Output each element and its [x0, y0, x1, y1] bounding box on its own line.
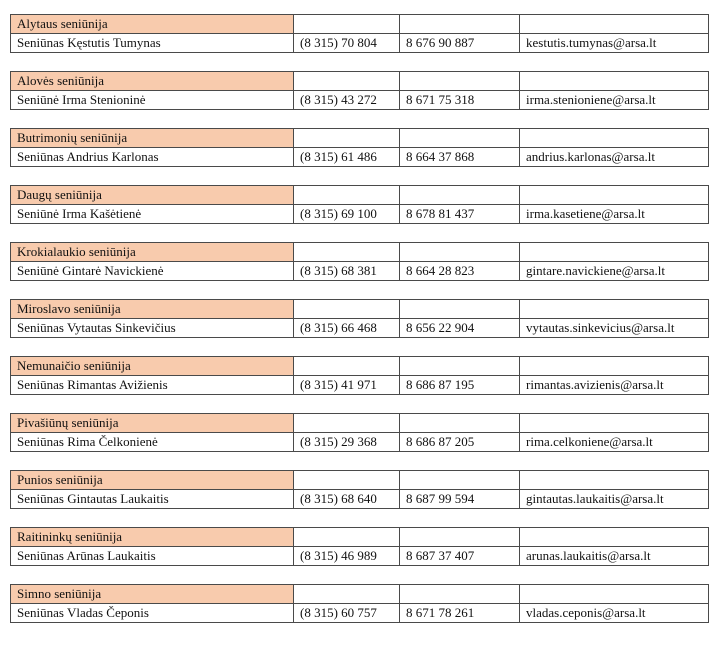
- elder-name: Seniūnas Vytautas Sinkevičius: [11, 319, 294, 338]
- empty-cell: [294, 471, 400, 490]
- elder-name: Seniūnas Andrius Karlonas: [11, 148, 294, 167]
- empty-cell: [400, 129, 520, 148]
- district-contact-table: [10, 71, 709, 110]
- elder-contact-row: [11, 376, 709, 395]
- empty-cell: [400, 585, 520, 604]
- mobile-phone: 8 671 78 261: [400, 604, 520, 623]
- elder-name: Seniūnas Vladas Čeponis: [11, 604, 294, 623]
- empty-cell: [520, 72, 709, 91]
- email-address[interactable]: irma.kasetiene@arsa.lt: [520, 205, 709, 224]
- mobile-phone: 8 656 22 904: [400, 319, 520, 338]
- elder-contact-row: [11, 205, 709, 224]
- district-contact-table: [10, 584, 709, 623]
- district-name: Miroslavo seniūnija: [11, 300, 294, 319]
- empty-cell: [294, 129, 400, 148]
- elder-contact-row: [11, 547, 709, 566]
- district-name: Nemunaičio seniūnija: [11, 357, 294, 376]
- empty-cell: [400, 15, 520, 34]
- email-address[interactable]: kestutis.tumynas@arsa.lt: [520, 34, 709, 53]
- elder-name: Seniūnas Rimantas Avižienis: [11, 376, 294, 395]
- empty-cell: [400, 414, 520, 433]
- district-name: Krokialaukio seniūnija: [11, 243, 294, 262]
- office-phone: (8 315) 29 368: [294, 433, 400, 452]
- district-header-row: [11, 15, 709, 34]
- email-address[interactable]: gintare.navickiene@arsa.lt: [520, 262, 709, 281]
- district-name: Simno seniūnija: [11, 585, 294, 604]
- empty-cell: [294, 186, 400, 205]
- mobile-phone: 8 678 81 437: [400, 205, 520, 224]
- empty-cell: [294, 585, 400, 604]
- district-contact-table: [10, 527, 709, 566]
- district-header-row: [11, 300, 709, 319]
- district-contact-table: [10, 413, 709, 452]
- district-contact-table: [10, 14, 709, 53]
- empty-cell: [294, 414, 400, 433]
- mobile-phone: 8 676 90 887: [400, 34, 520, 53]
- district-contact-table: [10, 299, 709, 338]
- empty-cell: [520, 357, 709, 376]
- district-header-row: [11, 528, 709, 547]
- elder-name: Seniūnas Kęstutis Tumynas: [11, 34, 294, 53]
- email-address[interactable]: vytautas.sinkevicius@arsa.lt: [520, 319, 709, 338]
- district-name: Raitininkų seniūnija: [11, 528, 294, 547]
- elder-contact-row: [11, 490, 709, 509]
- empty-cell: [400, 300, 520, 319]
- district-header-row: [11, 471, 709, 490]
- district-header-row: [11, 357, 709, 376]
- district-name: Alovės seniūnija: [11, 72, 294, 91]
- district-name: Alytaus seniūnija: [11, 15, 294, 34]
- district-header-row: [11, 414, 709, 433]
- mobile-phone: 8 687 37 407: [400, 547, 520, 566]
- district-header-row: [11, 129, 709, 148]
- office-phone: (8 315) 70 804: [294, 34, 400, 53]
- elder-name: Seniūnė Gintarė Navickienė: [11, 262, 294, 281]
- elder-name: Seniūnė Irma Kašėtienė: [11, 205, 294, 224]
- contact-directory: [10, 14, 709, 641]
- district-contact-table: [10, 242, 709, 281]
- office-phone: (8 315) 61 486: [294, 148, 400, 167]
- district-header-row: [11, 72, 709, 91]
- district-header-row: [11, 186, 709, 205]
- empty-cell: [294, 357, 400, 376]
- elder-contact-row: [11, 433, 709, 452]
- email-address[interactable]: rimantas.avizienis@arsa.lt: [520, 376, 709, 395]
- email-address[interactable]: gintautas.laukaitis@arsa.lt: [520, 490, 709, 509]
- elder-contact-row: [11, 91, 709, 110]
- empty-cell: [400, 471, 520, 490]
- elder-contact-row: [11, 34, 709, 53]
- empty-cell: [294, 528, 400, 547]
- office-phone: (8 315) 66 468: [294, 319, 400, 338]
- empty-cell: [294, 243, 400, 262]
- empty-cell: [294, 72, 400, 91]
- elder-name: Seniūnas Rima Čelkonienė: [11, 433, 294, 452]
- district-header-row: [11, 585, 709, 604]
- empty-cell: [520, 528, 709, 547]
- email-address[interactable]: irma.stenioniene@arsa.lt: [520, 91, 709, 110]
- email-address[interactable]: vladas.ceponis@arsa.lt: [520, 604, 709, 623]
- office-phone: (8 315) 46 989: [294, 547, 400, 566]
- district-name: Daugų seniūnija: [11, 186, 294, 205]
- mobile-phone: 8 664 37 868: [400, 148, 520, 167]
- empty-cell: [520, 471, 709, 490]
- elder-contact-row: [11, 319, 709, 338]
- district-name: Punios seniūnija: [11, 471, 294, 490]
- district-contact-table: [10, 128, 709, 167]
- empty-cell: [520, 129, 709, 148]
- empty-cell: [520, 414, 709, 433]
- email-address[interactable]: rima.celkoniene@arsa.lt: [520, 433, 709, 452]
- empty-cell: [520, 585, 709, 604]
- office-phone: (8 315) 68 640: [294, 490, 400, 509]
- mobile-phone: 8 671 75 318: [400, 91, 520, 110]
- empty-cell: [400, 186, 520, 205]
- empty-cell: [400, 243, 520, 262]
- empty-cell: [400, 528, 520, 547]
- district-contact-table: [10, 356, 709, 395]
- district-header-row: [11, 243, 709, 262]
- empty-cell: [520, 15, 709, 34]
- empty-cell: [400, 72, 520, 91]
- email-address[interactable]: andrius.karlonas@arsa.lt: [520, 148, 709, 167]
- district-name: Butrimonių seniūnija: [11, 129, 294, 148]
- email-address[interactable]: arunas.laukaitis@arsa.lt: [520, 547, 709, 566]
- elder-name: Seniūnas Arūnas Laukaitis: [11, 547, 294, 566]
- office-phone: (8 315) 41 971: [294, 376, 400, 395]
- office-phone: (8 315) 69 100: [294, 205, 400, 224]
- district-name: Pivašiūnų seniūnija: [11, 414, 294, 433]
- empty-cell: [400, 357, 520, 376]
- empty-cell: [520, 243, 709, 262]
- district-contact-table: [10, 185, 709, 224]
- mobile-phone: 8 686 87 195: [400, 376, 520, 395]
- empty-cell: [294, 15, 400, 34]
- empty-cell: [520, 300, 709, 319]
- elder-name: Seniūnas Gintautas Laukaitis: [11, 490, 294, 509]
- district-contact-table: [10, 470, 709, 509]
- mobile-phone: 8 687 99 594: [400, 490, 520, 509]
- elder-contact-row: [11, 604, 709, 623]
- elder-contact-row: [11, 262, 709, 281]
- office-phone: (8 315) 60 757: [294, 604, 400, 623]
- elder-name: Seniūnė Irma Stenioninė: [11, 91, 294, 110]
- elder-contact-row: [11, 148, 709, 167]
- empty-cell: [294, 300, 400, 319]
- empty-cell: [520, 186, 709, 205]
- mobile-phone: 8 686 87 205: [400, 433, 520, 452]
- office-phone: (8 315) 68 381: [294, 262, 400, 281]
- office-phone: (8 315) 43 272: [294, 91, 400, 110]
- mobile-phone: 8 664 28 823: [400, 262, 520, 281]
